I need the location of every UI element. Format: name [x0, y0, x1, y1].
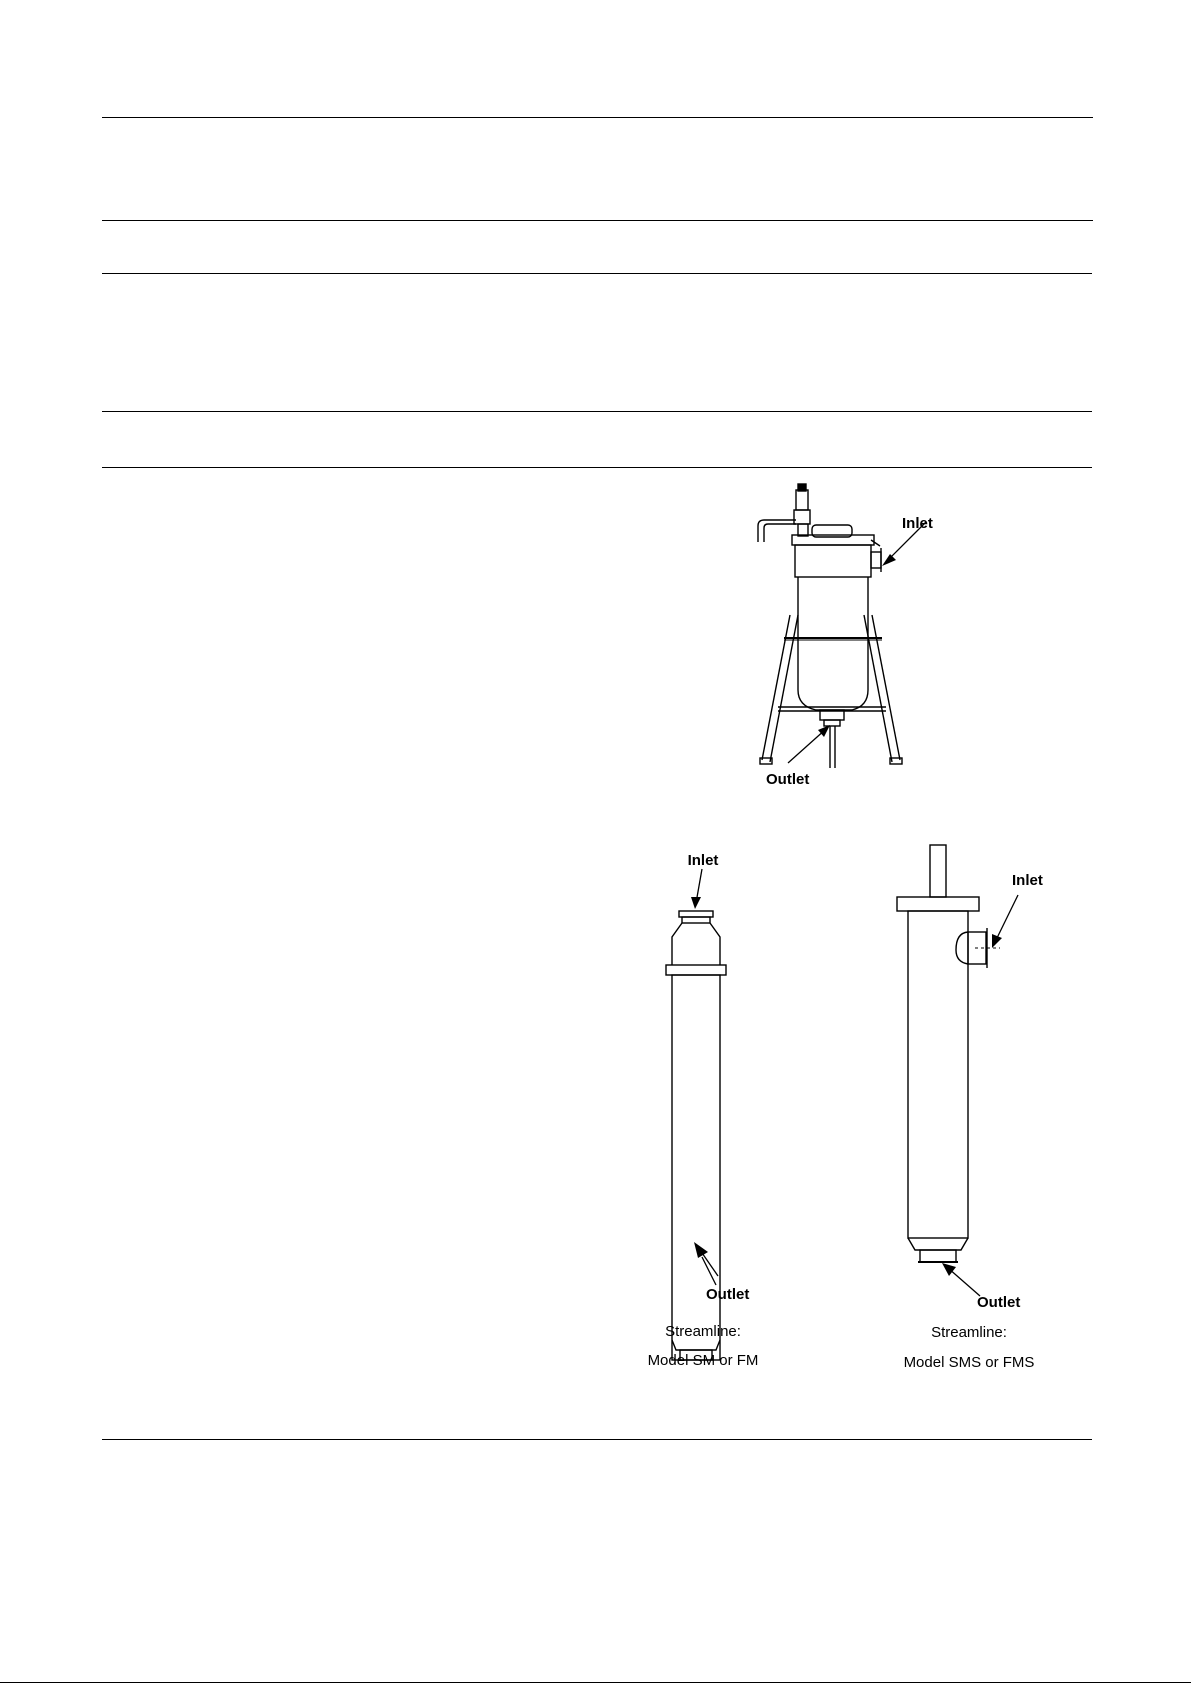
housing-inlet-label: Inlet [902, 515, 933, 532]
sms-outlet-label: Outlet [977, 1294, 1021, 1311]
streamline-sms-drawing [897, 845, 1000, 1262]
sm-outlet-label: Outlet [706, 1286, 750, 1303]
sm-caption-line2: Model SM or FM [647, 1352, 759, 1369]
sms-inlet-label: Inlet [1012, 872, 1043, 889]
sm-inlet-label: Inlet [687, 852, 719, 869]
sms-caption-line2: Model SMS or FMS [903, 1354, 1035, 1371]
sms-caption-line1: Streamline: [931, 1324, 1007, 1341]
sm-caption-line1: Streamline: [665, 1323, 741, 1340]
housing-outlet-label: Outlet [766, 771, 810, 788]
